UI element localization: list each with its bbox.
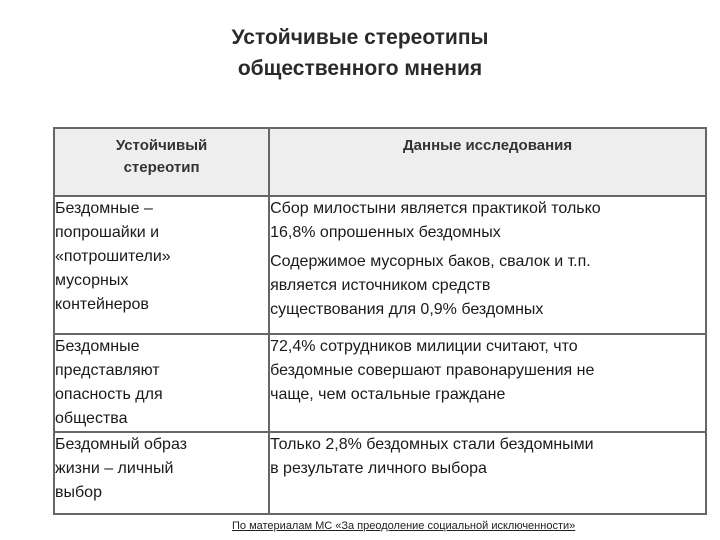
header-stereotype — [54, 128, 269, 196]
title-line-2: общественного мнения — [237, 57, 483, 80]
text-line: бездомные совершают правонарушения не — [270, 362, 595, 379]
research-cell — [269, 432, 706, 514]
text-line: Бездомные — [55, 338, 140, 355]
table-row — [54, 196, 706, 334]
text-line: жизни – личный — [55, 460, 174, 477]
text-line: опасность для — [55, 386, 163, 403]
research-paragraph — [270, 433, 705, 481]
research-paragraph — [270, 335, 705, 407]
header-research: Данные исследования — [269, 128, 706, 196]
page-title — [0, 22, 720, 84]
text-line: попрошайки и — [55, 224, 160, 241]
text-line: Содержимое мусорных баков, свалок и т.п. — [270, 253, 591, 270]
text-line: мусорных — [55, 272, 129, 289]
research-paragraph — [270, 197, 705, 245]
research-cell — [269, 334, 706, 432]
text-line: выбор — [55, 484, 102, 501]
stereotype-cell — [54, 196, 269, 334]
text-line: является источником средств — [270, 277, 491, 294]
table-row — [54, 432, 706, 514]
text-line: чаще, чем остальные граждане — [270, 386, 506, 403]
text-line: представляют — [55, 362, 160, 379]
header-stereotype-line: стереотип — [123, 159, 200, 176]
research-paragraph — [270, 250, 705, 322]
stereotypes-table — [53, 127, 707, 515]
text-line: существования для 0,9% бездомных — [270, 301, 544, 318]
table-header-row — [54, 128, 706, 196]
source-footnote-link[interactable]: По материалам МС «За преодоление социальной исключенности» — [232, 520, 576, 532]
table-row — [54, 334, 706, 432]
stereotype-cell — [54, 334, 269, 432]
text-line: общества — [55, 410, 128, 427]
text-line: в результате личного выбора — [270, 460, 487, 477]
research-cell — [269, 196, 706, 334]
text-line: 72,4% сотрудников милиции считают, что — [270, 338, 578, 355]
text-line: 16,8% опрошенных бездомных — [270, 224, 501, 241]
text-line: «потрошители» — [55, 248, 171, 265]
title-line-1: Устойчивые стереотипы — [231, 26, 489, 49]
text-line: Бездомные – — [55, 200, 153, 217]
header-stereotype-line: Устойчивый — [115, 137, 208, 154]
text-line: Только 2,8% бездомных стали бездомными — [270, 436, 594, 453]
text-line: контейнеров — [55, 296, 149, 313]
text-line: Сбор милостыни является практикой только — [270, 200, 601, 217]
stereotype-cell — [54, 432, 269, 514]
text-line: Бездомный образ — [55, 436, 187, 453]
